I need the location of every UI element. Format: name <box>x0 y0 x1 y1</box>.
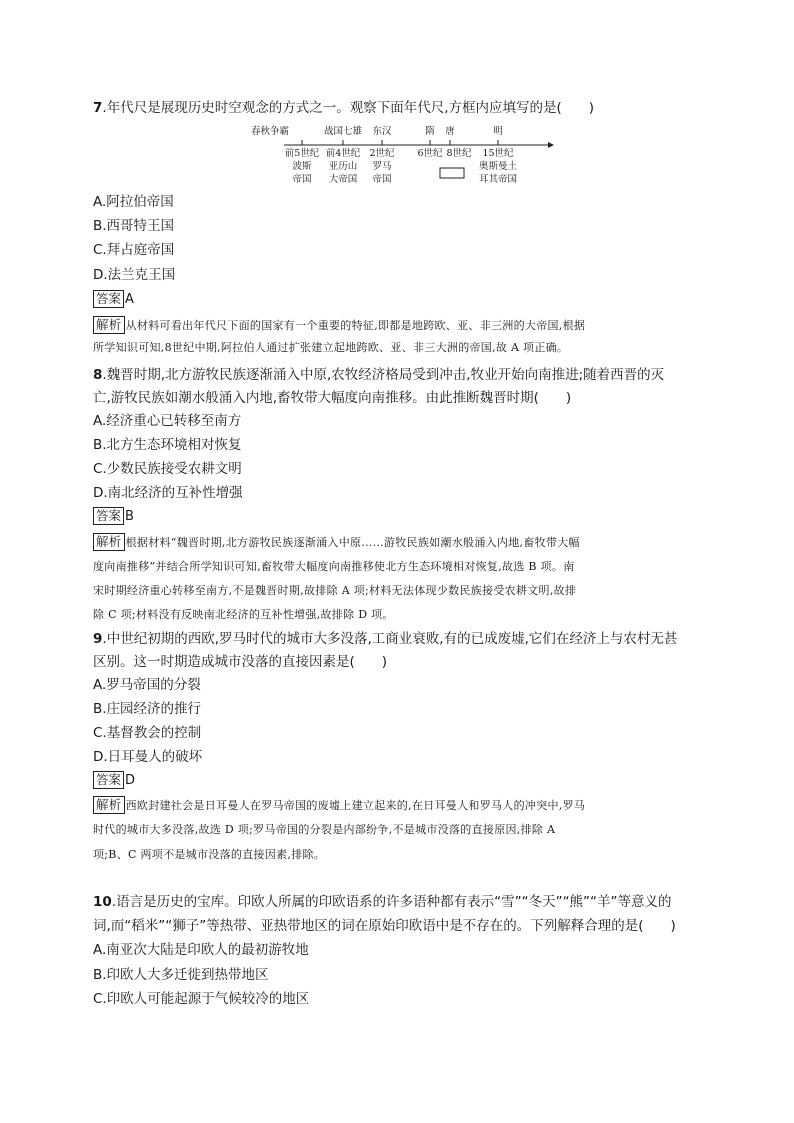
timeline-empire-label: 帝国 <box>372 174 392 185</box>
timeline-empire-label: 奥斯曼土 <box>478 161 518 172</box>
q9-number: 9 <box>93 631 103 647</box>
timeline-tick-date: 6世纪 <box>417 148 443 159</box>
q7-stem: 7.年代尺是展现历史时空观念的方式之一。观察下面年代尺,方框内应填写的是( ) <box>93 100 595 116</box>
q8-option-a: A.经济重心已转移至南方 <box>93 413 242 429</box>
q7-option-d: D.法兰克王国 <box>93 267 176 283</box>
explanation-tag: 解析 <box>93 533 125 551</box>
timeline-empire-label: 耳其帝国 <box>478 174 518 185</box>
timeline-empire-label: 罗马 <box>372 161 392 172</box>
answer-tag: 答案 <box>93 771 124 789</box>
answer-tag: 答案 <box>93 290 124 308</box>
timeline-empire-label: 帝国 <box>292 174 312 185</box>
q10-stem-line: 词,而“稻米”“狮子”等热带、亚热带地区的词在原始印欧语中是不存在的。下列解释合理的是( ) <box>93 918 676 934</box>
timeline-top-label: 战国七雄 <box>323 126 363 137</box>
answer-tag: 答案 <box>93 507 124 525</box>
q10-option-c: C.印欧人可能起源于气候较冷的地区 <box>93 991 310 1007</box>
q8-option-d: D.南北经济的互补性增强 <box>93 485 243 501</box>
q9-option-d: D.日耳曼人的破坏 <box>93 749 203 765</box>
q7-answer <box>93 290 134 310</box>
answer-value: D <box>125 773 136 788</box>
q9-stem-line: 区别。这一时期造成城市没落的直接因素是( ) <box>93 654 388 670</box>
timeline-top-label: 隋 <box>425 126 435 137</box>
timeline-empire-label: 亚历山 <box>328 161 358 172</box>
q9-explanation-line: 解析 西欧封建社会是日耳曼人在罗马帝国的废墟上建立起来的,在日耳曼人和罗马人的冲突中,罗马 <box>93 796 585 816</box>
timeline-tick-date: 前4世纪 <box>325 148 361 159</box>
timeline-tick-date: 15世纪 <box>482 148 514 159</box>
answer-value: B <box>125 509 134 524</box>
timeline-top-label: 东汉 <box>372 126 392 137</box>
q10-number: 10 <box>93 894 112 910</box>
q9-option-a: A.罗马帝国的分裂 <box>93 677 201 693</box>
answer-blank-box <box>440 168 464 178</box>
q10-option-a: A.南亚次大陆是印欧人的最初游牧地 <box>93 942 309 958</box>
q9-explanation-line: 时代的城市大多没落,故选 D 项;罗马帝国的分裂是内部纷争,不是城市没落的直接原因,排除 A <box>93 823 556 836</box>
q8-explanation-line: 解析 根据材料“魏晋时期,北方游牧民族逐渐涌入中原……游牧民族如潮水般涌入内地,畜牧带大幅 <box>93 533 580 553</box>
q10-stem-line: 10.语言是历史的宝库。印欧人所属的印欧语系的许多语种都有表示“雪”“冬天”“熊”“羊”等意义的 <box>93 894 672 910</box>
q7-explanation-line: 所学知识可知,8世纪中期,阿拉伯人通过扩张建立起地跨欧、亚、非三大洲的帝国,故 A 项正确。 <box>93 341 569 354</box>
timeline-top-label: 春秋争霸 <box>250 126 290 137</box>
q8-stem-line: 8.魏晋时期,北方游牧民族逐渐涌入中原,农牧经济格局受到冲击,牧业开始向南推进;随着西晋的灭 <box>93 367 665 383</box>
q9-stem-line: 9.中世纪初期的西欧,罗马时代的城市大多没落,工商业衰败,有的已成废墟,它们在经济上与农村无甚 <box>93 631 678 647</box>
q9-option-c: C.基督教会的控制 <box>93 725 202 741</box>
q7-timeline <box>240 120 560 195</box>
q9-explanation-line: 项;B、C 两项不是城市没落的直接因素,排除。 <box>93 848 326 861</box>
q8-stem-line: 亡,游牧民族如潮水般涌入内地,畜牧带大幅度向南推移。由此推断魏晋时期( ) <box>93 390 572 406</box>
q8-option-b: B.北方生态环境相对恢复 <box>93 437 242 453</box>
q7-explanation-line: 解析 从材料可看出年代尺下面的国家有一个重要的特征,即都是地跨欧、亚、非三洲的大帝国,根据 <box>93 316 585 336</box>
timeline-top-label: 明 <box>493 126 503 137</box>
q9-answer <box>93 771 135 791</box>
q8-explanation-line: 除 C 项;材料没有反映南北经济的互补性增强,故排除 D 项。 <box>93 608 394 621</box>
q8-number: 8 <box>93 367 103 383</box>
explanation-tag: 解析 <box>93 316 125 334</box>
q7-option-c: C.拜占庭帝国 <box>93 242 175 258</box>
q7-option-a: A.阿拉伯帝国 <box>93 194 174 210</box>
timeline-top-label: 唐 <box>445 126 455 137</box>
q8-explanation-line: 度向南推移”并结合所学知识可知,畜牧带大幅度向南推移使北方生态环境相对恢复,故选 B 项。南 <box>93 560 575 573</box>
timeline-empire-label: 大帝国 <box>328 174 358 185</box>
timeline-tick-date: 2世纪 <box>369 148 395 159</box>
q8-explanation-line: 宋时期经济重心转移至南方,不是魏晋时期,故排除 A 项;材料无法体现少数民族接受农耕文明,故排 <box>93 584 577 597</box>
timeline-tick-date: 前5世纪 <box>284 148 320 159</box>
q7-option-b: B.西哥特王国 <box>93 218 175 234</box>
timeline-empire-label: 波斯 <box>292 161 312 172</box>
q9-option-b: B.庄园经济的推行 <box>93 701 202 717</box>
timeline-tick-date: 8世纪 <box>446 148 472 159</box>
answer-value: A <box>125 292 134 307</box>
q8-option-c: C.少数民族接受农耕文明 <box>93 461 242 477</box>
explanation-tag: 解析 <box>93 796 125 814</box>
q10-option-b: B.印欧人大多迁徙到热带地区 <box>93 967 269 983</box>
q8-answer <box>93 507 134 527</box>
q7-number: 7 <box>93 100 103 116</box>
